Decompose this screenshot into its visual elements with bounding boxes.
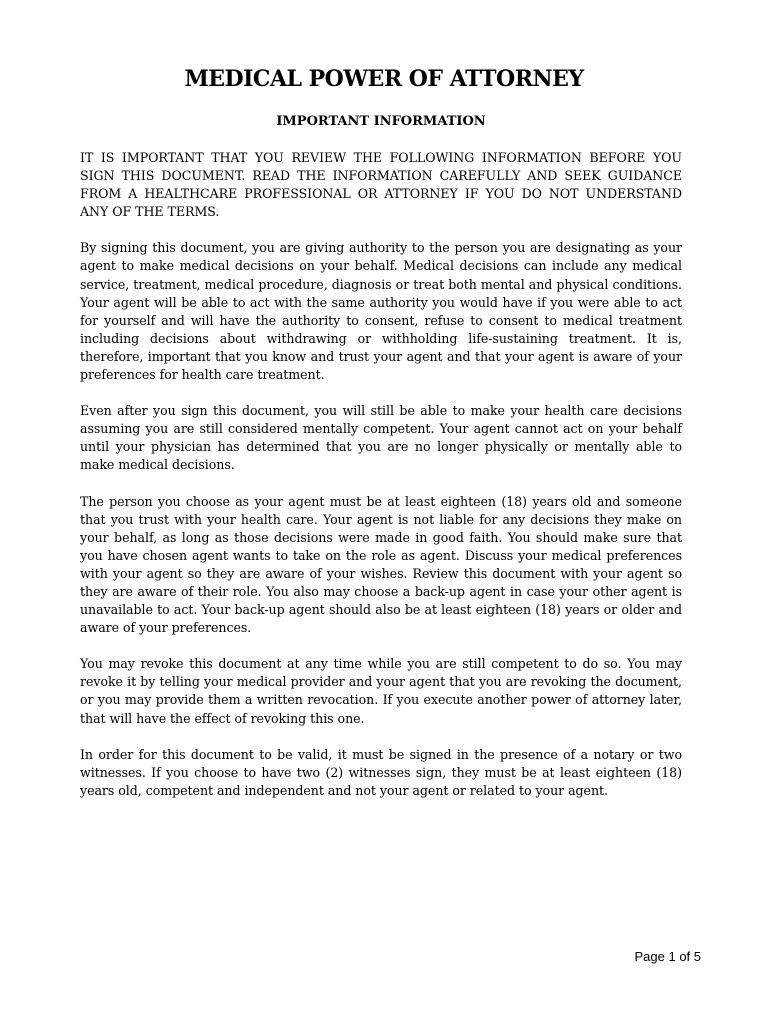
section-heading: IMPORTANT INFORMATION bbox=[276, 114, 486, 129]
paragraph-revocation: You may revoke this document at any time while you are still competent to do so. You may revoke it by telling your medical provider and your agent that you are revoking the document, or you may provide them a written revocation. If you execute another power of attorney later, that will have the effect of revoking this one. bbox=[80, 656, 682, 726]
paragraph-competence: Even after you sign this document, you will still be able to make your health care decisions assuming you are still considered mentally competent. Your agent cannot act on your behalf until your physician has determined that you are no longer physically or mentally able to make medical decisions. bbox=[80, 403, 682, 473]
paragraph-validity: In order for this document to be valid, it must be signed in the presence of a notary or two witnesses. If you choose to have two (2) witnesses sign, they must be at least eighteen (18) years old, competent and independent and not your agent or related to your agent. bbox=[80, 746, 682, 798]
paragraph-agent-requirements: The person you choose as your agent must be at least eighteen (18) years old and someone that you trust with your health care. Your agent is not liable for any decisions they make on your behalf, as long as those decisions were made in good faith. You should make sure that you have chosen agent wants to take on the role as agent. Discuss your medical preferences with your agent so they are aware of your wishes. Review this document with your agent so they are aware of their role. You also may choose a back-up agent in case your other agent is unavailable to act. Your back-up agent should also be at least eighteen (18) years or older and aware of your preferences. bbox=[80, 493, 682, 636]
paragraph-agent-authority: By signing this document, you are giving authority to the person you are designating as your agent to make medical decisions on your behalf. Medical decisions can include any medical service, treatment, medical procedure, diagnosis or treat both mental and physical conditions. Your agent will be able to act with the same authority you would have if you were able to act for yourself and will have the authority to consent, refuse to consent to medical treatment including decisions about withdrawing or withholding life-sustaining treatment. It is, therefore, important that you know and trust your agent and that your agent is aware of your preferences for health care treatment. bbox=[80, 240, 682, 383]
paragraph-important-notice: IT IS IMPORTANT THAT YOU REVIEW THE FOLLOWING INFORMATION BEFORE YOU SIGN THIS DOCUMENT. READ THE INFORMATION CAREFULLY AND SEEK GUIDANCE FROM A HEALTHCARE PROFESSIONAL OR ATTORNEY IF YOU DO NOT UNDERSTAND ANY OF THE TERMS. bbox=[80, 150, 682, 220]
document-title: MEDICAL POWER OF ATTORNEY bbox=[184, 66, 584, 92]
page-number: Page 1 of 5 bbox=[634, 949, 701, 964]
document-body bbox=[80, 149, 682, 818]
